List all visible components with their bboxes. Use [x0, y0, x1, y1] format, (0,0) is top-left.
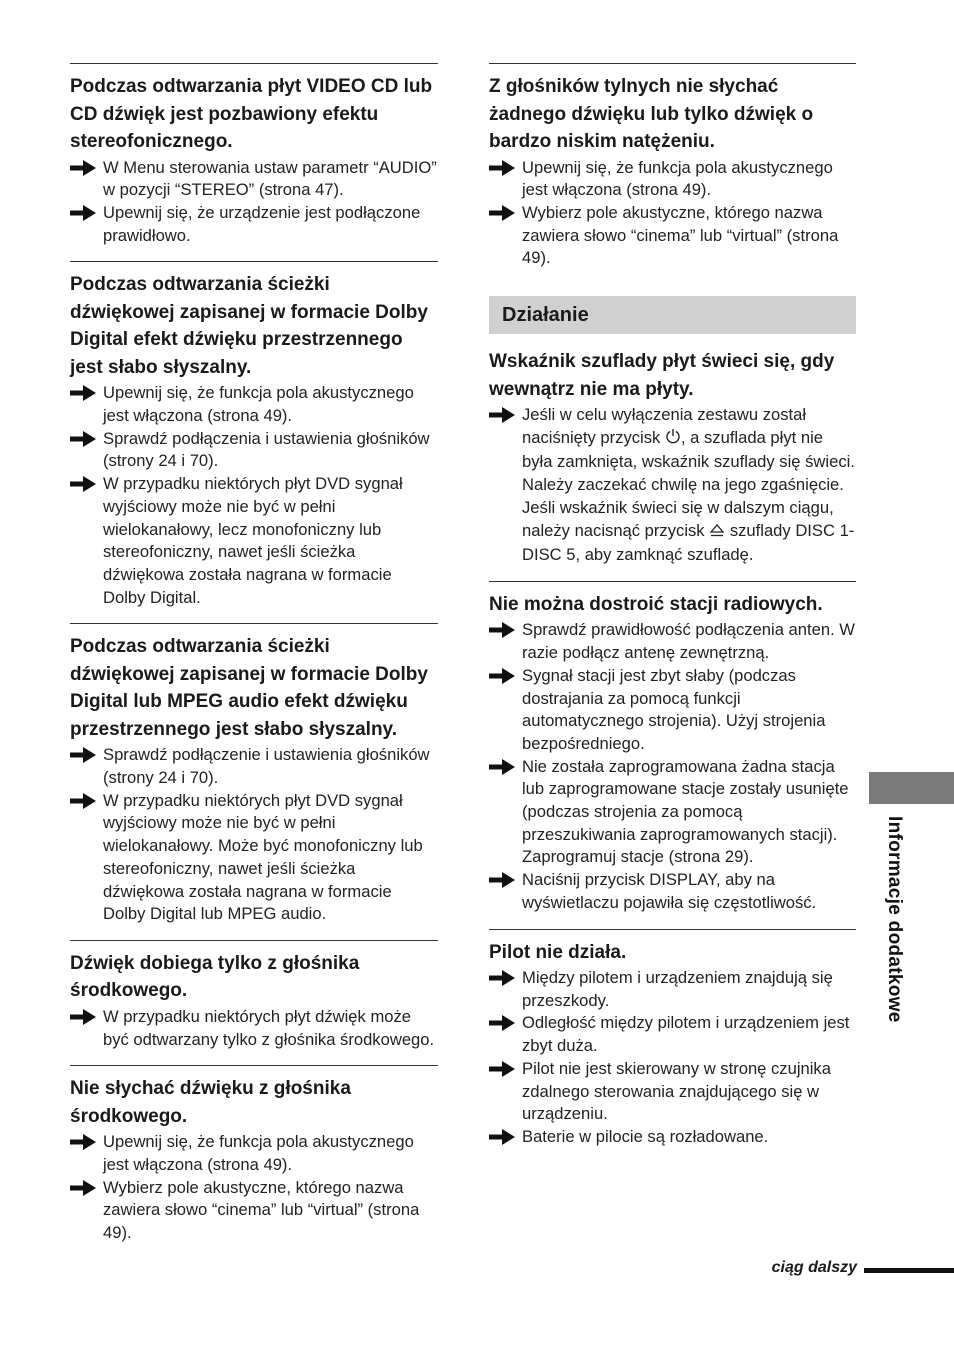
arrow-right-icon	[70, 205, 96, 221]
item-text: W Menu sterowania ustaw parametr “AUDIO” w pozycji “STEREO” (strona 47).	[103, 157, 437, 200]
list-item	[489, 1012, 856, 1057]
item-list	[489, 404, 856, 567]
item-text: Naciśnij przycisk DISPLAY, aby na wyświetlaczu pojawiła się częstotliwość.	[522, 870, 817, 912]
troubleshooting-section	[70, 1065, 438, 1259]
item-text: Upewnij się, że funkcja pola akustycznego jest włączona (strona 49).	[522, 157, 833, 200]
troubleshooting-section	[70, 261, 438, 623]
section-heading: Podczas odtwarzania ścieżki dźwiękowej zapisanej w formacie Dolby Digital lub MPEG audio efekt dźwięku przestrzennego jest słabo słyszalny.	[70, 636, 428, 740]
arrow-right-icon	[489, 759, 515, 775]
item-text-part1: Jeśli w celu wyłączenia zestawu został naciśnięty przycisk	[522, 405, 807, 447]
list-item	[489, 157, 856, 202]
arrow-right-icon	[489, 407, 515, 423]
item-text: Sprawdź prawidłowość podłączenia anten. W razie podłącz antenę zewnętrzną.	[522, 620, 855, 663]
arrow-right-icon	[70, 747, 96, 763]
list-item	[70, 382, 438, 427]
continued-label: ciąg dalszy	[771, 1259, 857, 1276]
item-text: Wybierz pole akustyczne, którego nazwa zawiera słowo “cinema” lub “virtual” (strona 49).	[103, 1177, 420, 1243]
item-text: W przypadku niektórych płyt dźwięk może być odtwarzany tylko z głośnika środkowego.	[103, 1006, 435, 1049]
item-text: Sygnał stacji jest zbyt słaby (podczas dostrajania za pomocą funkcji automatycznego strojenia). Użyj strojenia bezpośredniego.	[522, 665, 826, 753]
list-item	[70, 790, 438, 926]
item-list	[489, 967, 856, 1149]
item-list	[70, 157, 438, 248]
item-text: Nie została zaprogramowana żadna stacja lub zaprogramowane stacje zostały usunięte (podczas strojenia za pomocą przeszukiwania zaprogramowanych stacji). Zaprogramuj stacje (strona 29).	[522, 756, 849, 867]
arrow-right-icon	[70, 1180, 96, 1196]
troubleshooting-section	[70, 940, 438, 1065]
list-item	[70, 744, 438, 789]
item-list	[489, 157, 856, 271]
item-list	[70, 1131, 438, 1245]
list-item	[70, 202, 438, 247]
arrow-right-icon	[70, 476, 96, 492]
list-item	[489, 1058, 856, 1126]
list-item	[70, 428, 438, 473]
item-text-part2: , a szuflada płyt nie była zamknięta, wskaźnik szuflady się świeci. Należy zaczekać chwilę na jego zgaśnięcie. Jeśli wskaźnik świeci się w dalszym ciągu, należy nacisnąć przycisk	[522, 427, 855, 540]
item-text: Pilot nie jest skierowany w stronę czujnika zdalnego sterowania znajdującego się w urządzeniu.	[522, 1058, 831, 1124]
arrow-right-icon	[489, 872, 515, 888]
arrow-right-icon	[489, 668, 515, 684]
item-text: Między pilotem i urządzeniem znajdują się przeszkody.	[522, 968, 833, 1010]
item-list	[70, 382, 438, 609]
list-item	[70, 473, 438, 609]
section-heading: Podczas odtwarzania ścieżki dźwiękowej zapisanej w formacie Dolby Digital efekt dźwięku przestrzennego jest słabo słyszalny.	[70, 274, 428, 378]
arrow-right-icon	[489, 1061, 515, 1077]
arrow-right-icon	[489, 160, 515, 176]
list-item	[489, 619, 856, 664]
list-item	[70, 1131, 438, 1176]
arrow-right-icon	[70, 385, 96, 401]
arrow-right-icon	[70, 1009, 96, 1025]
list-item	[70, 1177, 438, 1245]
right-sections	[489, 581, 856, 1163]
arrow-right-icon	[70, 793, 96, 809]
section-heading: Nie można dostroić stacji radiowych.	[489, 593, 823, 615]
list-item	[489, 1126, 856, 1149]
item-list	[70, 1006, 438, 1051]
item-text-part3: szuflady DISC 1-DISC 5, aby zamknąć szufladę.	[522, 520, 855, 565]
arrow-right-icon	[489, 970, 515, 986]
section-heading: Dźwięk dobiega tylko z głośnika środkowego.	[70, 952, 360, 1002]
item-text: Wybierz pole akustyczne, którego nazwa zawiera słowo “cinema” lub “virtual” (strona 49).	[522, 202, 839, 268]
list-item	[489, 202, 856, 270]
item-text: Odległość między pilotem i urządzeniem jest zbyt duża.	[522, 1013, 850, 1056]
item-text: Upewnij się, że funkcja pola akustycznego jest włączona (strona 49).	[103, 383, 414, 426]
section-heading: Z głośników tylnych nie słychać żadnego dźwięku lub tylko dźwięk o bardzo niskim natężeniu.	[489, 76, 814, 152]
troubleshooting-section	[70, 623, 438, 940]
troubleshooting-section	[489, 929, 856, 1163]
arrow-right-icon	[489, 1015, 515, 1031]
item-text: Sprawdź podłączenie i ustawienia głośników (strony 24 i 70).	[103, 745, 430, 788]
right-column	[489, 63, 856, 1163]
arrow-right-icon	[489, 1129, 515, 1145]
operation-band-title: Działanie	[489, 296, 856, 334]
left-column	[70, 63, 438, 1259]
item-list	[489, 619, 856, 914]
arrow-right-icon	[489, 205, 515, 221]
item-text: Baterie w pilocie są rozładowane.	[522, 1127, 769, 1146]
eject-icon	[709, 522, 725, 545]
section-heading: Wskaźnik szuflady płyt świeci się, gdy wewnątrz nie ma płyty.	[489, 351, 835, 400]
section-tab-marker	[869, 772, 954, 804]
list-item	[489, 665, 856, 756]
arrow-right-icon	[70, 1134, 96, 1150]
continued-bar	[864, 1268, 954, 1273]
list-item	[489, 756, 856, 870]
list-item	[489, 404, 856, 567]
section-tray-indicator	[489, 348, 856, 581]
item-text: Upewnij się, że urządzenie jest podłączone prawidłowo.	[103, 202, 421, 245]
arrow-right-icon	[489, 622, 515, 638]
section-heading: Nie słychać dźwięku z głośnika środkowego.	[70, 1078, 351, 1127]
section-rear-speakers	[489, 63, 856, 284]
power-icon	[665, 428, 681, 452]
list-item	[489, 967, 856, 1012]
item-list	[70, 744, 438, 926]
list-item	[489, 869, 856, 914]
item-text: Upewnij się, że funkcja pola akustycznego jest włączona (strona 49).	[103, 1132, 414, 1175]
troubleshooting-section	[489, 581, 856, 929]
list-item	[70, 1006, 438, 1051]
section-heading: Pilot nie działa.	[489, 941, 627, 963]
arrow-right-icon	[70, 431, 96, 447]
item-text: W przypadku niektórych płyt DVD sygnał wyjściowy może nie być w pełni wielokanałowy, lecz monofoniczny lub stereofoniczny, nawet jeśli ścieżka dźwiękowa została nagrana w formacie Dolby Digital.	[103, 474, 403, 607]
troubleshooting-section	[70, 63, 438, 261]
section-heading: Podczas odtwarzania płyt VIDEO CD lub CD dźwięk jest pozbawiony efektu stereofonicznego.	[70, 76, 433, 152]
item-text: Sprawdź podłączenia i ustawienia głośników (strony 24 i 70).	[103, 428, 430, 471]
arrow-right-icon	[70, 160, 96, 176]
item-text: W przypadku niektórych płyt DVD sygnał wyjściowy może nie być w pełni wielokanałowy. Może być monofoniczny lub stereofoniczny, nawet jeśli ścieżka dźwiękowa została nagrana w formacie Dolby Digital lub MPEG audio.	[103, 790, 423, 924]
side-section-label: Informacje dodatkowe	[884, 816, 905, 1023]
list-item	[70, 157, 438, 202]
